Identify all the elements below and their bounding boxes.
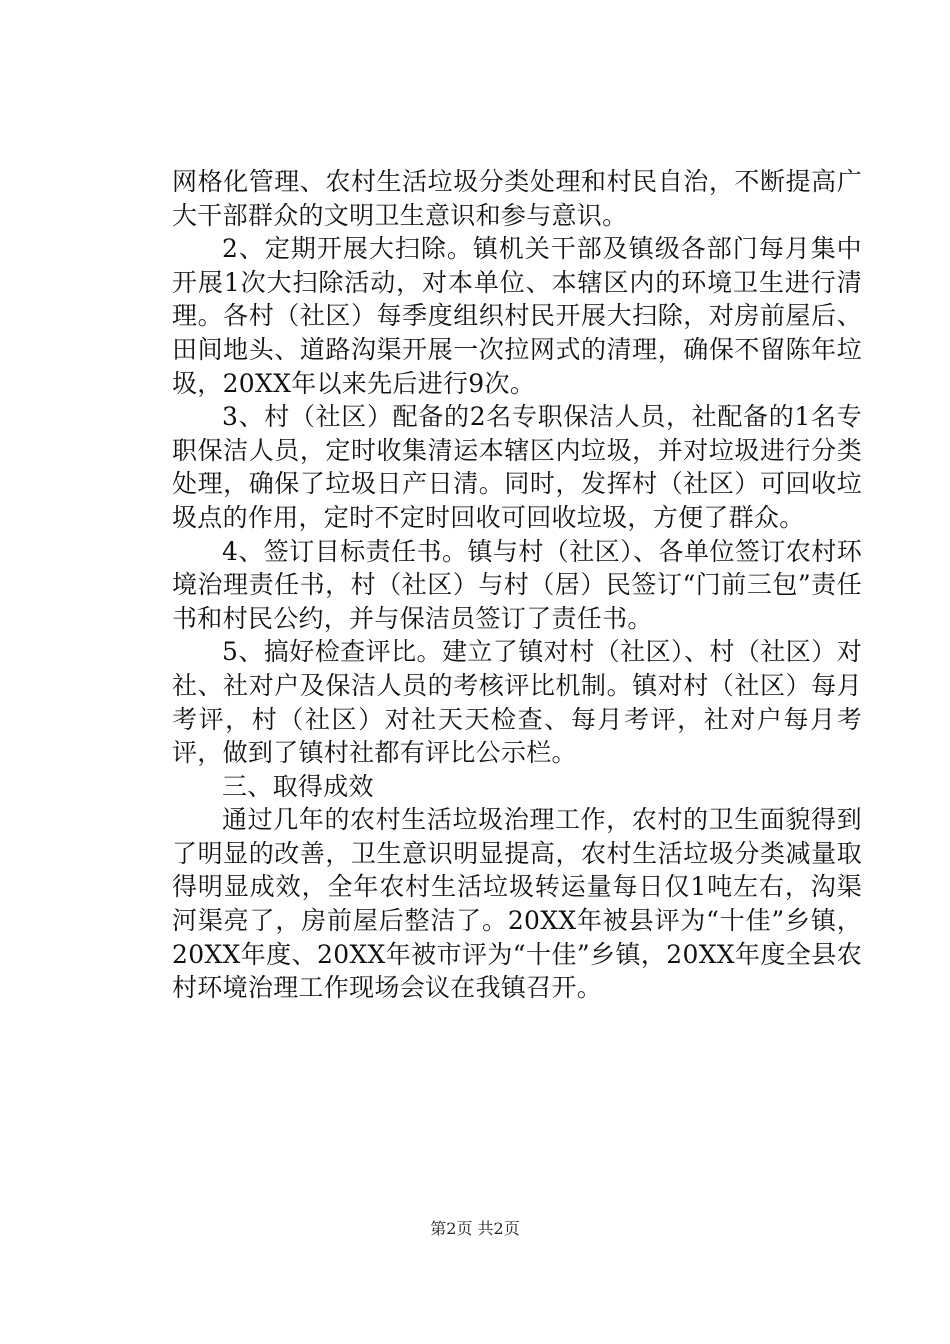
document-body bbox=[172, 165, 862, 1005]
section-heading: 三、取得成效 bbox=[222, 771, 374, 801]
paragraph-continuation: 网格化管理、农村生活垃圾分类处理和村民自治，不断提高广大干部群众的文明卫生意识和参与意识。 bbox=[172, 167, 862, 230]
paragraph-item-3: 3、村（社区）配备的2名专职保洁人员，社配备的1名专职保洁人员，定时收集清运本辖区内垃圾，并对垃圾进行分类处理，确保了垃圾日产日清。同时，发挥村（社区）可回收垃圾点的作用，定时不定时回收可回收垃圾，方便了群众。 bbox=[172, 402, 862, 532]
paragraph-results: 通过几年的农村生活垃圾治理工作，农村的卫生面貌得到了明显的改善，卫生意识明显提高，农村生活垃圾分类减量取得明显成效，全年农村生活垃圾转运量每日仅1吨左右，沟渠河渠亮了，房前屋后整洁了。20XX年被县评为“十佳”乡镇，20XX年度、20XX年被市评为“十佳”乡镇，20XX年度全县农村环境治理工作现场会议在我镇召开。 bbox=[172, 805, 862, 1003]
paragraph-item-4: 4、签订目标责任书。镇与村（社区）、各单位签订农村环境治理责任书，村（社区）与村（居）民签订“门前三包”责任书和村民公约，并与保洁员签订了责任书。 bbox=[172, 536, 862, 633]
paragraph-item-2: 2、定期开展大扫除。镇机关干部及镇级各部门每月集中开展1次大扫除活动，对本单位、本辖区内的环境卫生进行清理。各村（社区）每季度组织村民开展大扫除，对房前屋后、田间地头、道路沟渠开展一次拉网式的清理，确保不留陈年垃圾，20XX年以来先后进行9次。 bbox=[172, 234, 862, 398]
paragraph-item-5: 5、搞好检查评比。建立了镇对村（社区）、村（社区）对社、社对户及保洁人员的考核评比机制。镇对村（社区）每月考评，村（社区）对社天天检查、每月考评，社对户每月考评，做到了镇村社都有评比公示栏。 bbox=[172, 637, 862, 768]
page-number-footer: 第2页 共2页 bbox=[430, 1219, 520, 1238]
